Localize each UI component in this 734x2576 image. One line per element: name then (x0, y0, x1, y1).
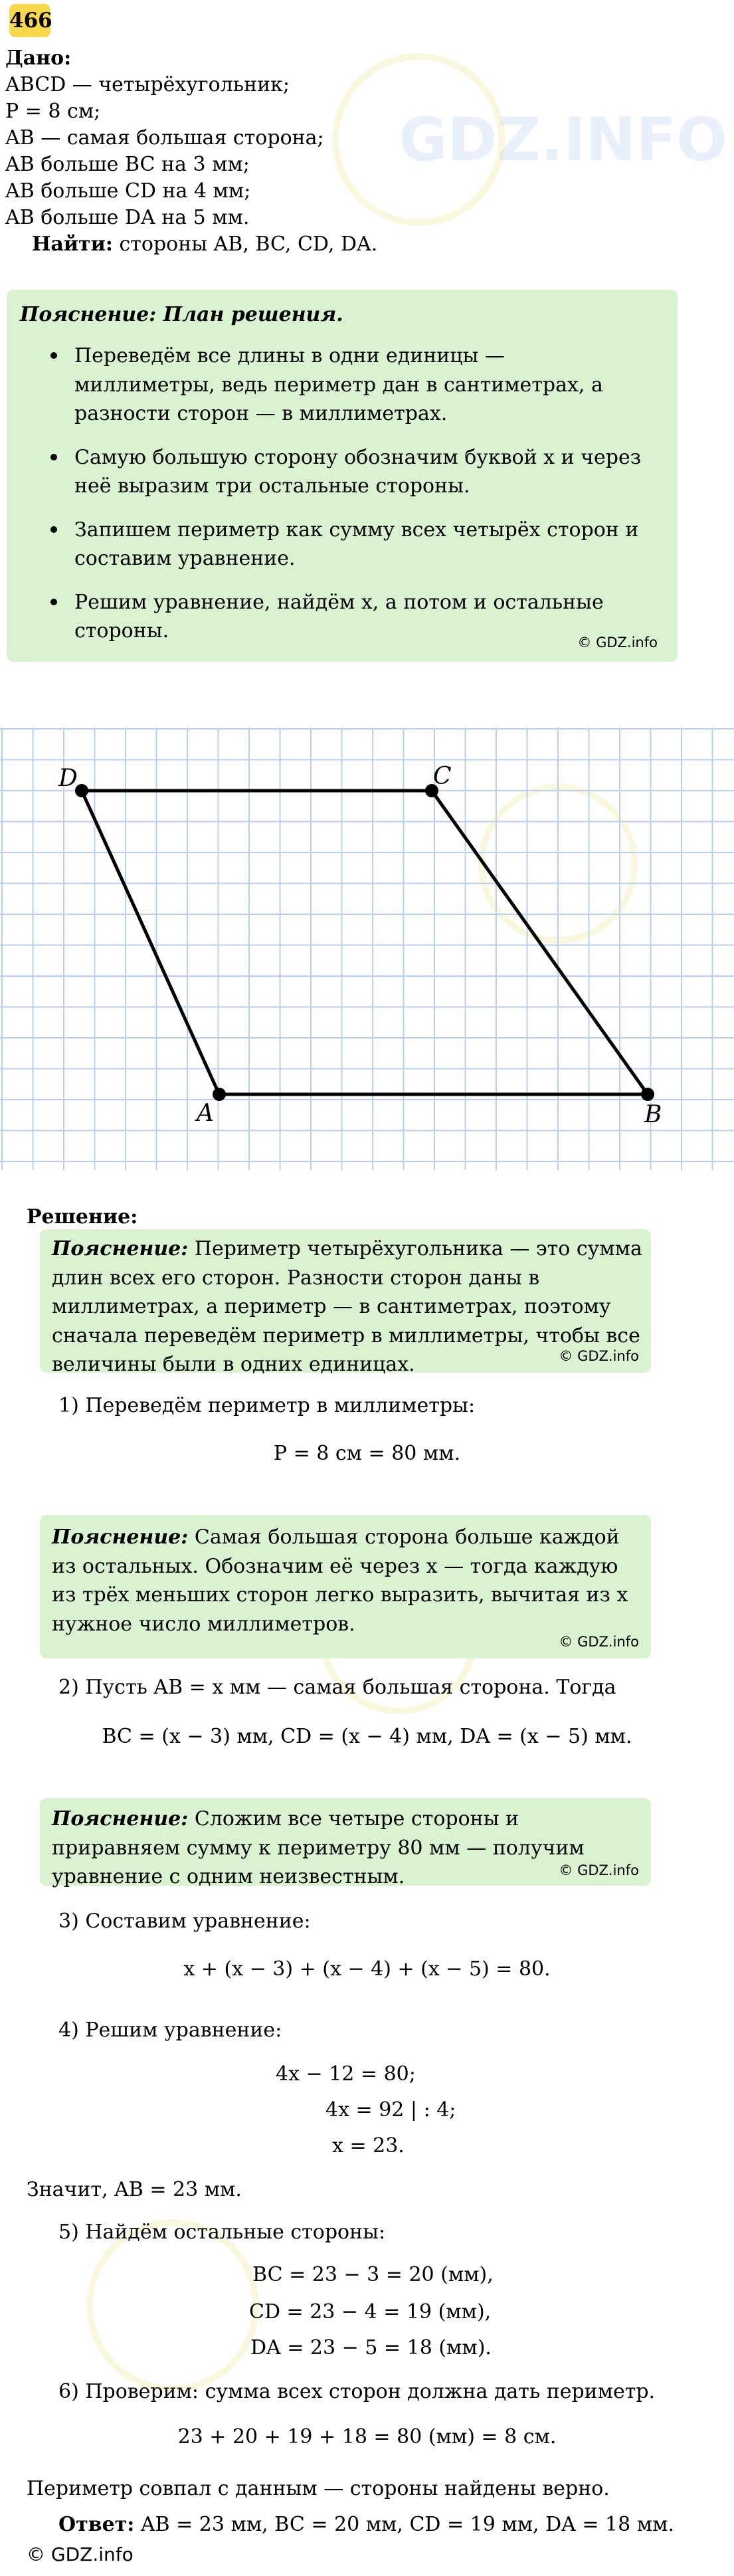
given-line: ABCD — четырёхугольник; (5, 73, 290, 96)
find-label: Найти: (32, 233, 113, 256)
step-3-formula: x + (x − 3) + (x − 4) + (x − 5) = 80. (183, 1957, 551, 1981)
solution-note-3 (40, 1798, 651, 1886)
plan-copyright: © GDZ.info (577, 634, 658, 650)
problem-number-badge: 466 (9, 4, 50, 37)
vertex-b-point (641, 1088, 654, 1101)
given-line: AB — самая большая сторона; (5, 126, 324, 149)
figure-svg (0, 728, 734, 1170)
solution-note-1 (40, 1229, 651, 1376)
vertex-b-label: B (644, 1101, 662, 1128)
note-text: Периметр четырёхугольника — это сумма длин всех его сторон. Разности сторон даны в миллиметрах, а периметр — в сантиметрах, поэтому сначала переведём периметр в миллиметры, чтобы все величины были в одних единицах. (52, 1237, 642, 1376)
conclusion: Значит, AB = 23 мм. (27, 2178, 242, 2201)
given-title: Дано: (5, 47, 72, 70)
note-lead: Пояснение: (52, 1526, 189, 1549)
plan-item: Запишем периметр как сумму всех четырёх сторон и составим уравнение. (33, 516, 651, 573)
step-5: 5) Найдём остальные стороны: (58, 2221, 386, 2244)
check-result: Периметр совпал с данным — стороны найдены верно. (27, 2477, 610, 2500)
step-5-line: CD = 23 − 4 = 19 (мм), (249, 2300, 492, 2324)
solution-note-2 (40, 1515, 651, 1658)
note-text: Самая большая сторона больше каждой из остальных. Обозначим её через x — тогда каждую из трёх меньших сторон легко выразить, вычитая из x нужное число миллиметров. (52, 1526, 628, 1636)
step-5-line: DA = 23 − 5 = 18 (мм). (250, 2336, 492, 2359)
plan-item: Решим уравнение, найдём x, а потом и остальные стороны. (33, 588, 651, 646)
step-6-formula: 23 + 20 + 19 + 18 = 80 (мм) = 8 см. (177, 2425, 557, 2448)
given-line: AB больше CD на 4 мм; (5, 179, 251, 203)
note-text: Сложим все четыре стороны и приравняем сумму к периметру 80 мм — получим уравнение с одним неизвестным. (52, 1807, 585, 1888)
note-copyright: © GDZ.info (559, 1862, 639, 1878)
plan-list (33, 342, 651, 660)
grid-lines (0, 728, 734, 1170)
answer-label: Ответ: (58, 2513, 135, 2536)
step-4-line: 4x = 92 | : 4; (325, 2098, 456, 2122)
page-copyright: © GDZ.info (27, 2543, 134, 2565)
vertex-a-label: A (197, 1100, 214, 1127)
step-5-line: BC = 23 − 3 = 20 (мм), (252, 2263, 494, 2286)
note-copyright: © GDZ.info (559, 1633, 639, 1650)
note-lead: Пояснение: (52, 1807, 189, 1831)
step-3: 3) Составим уравнение: (58, 1910, 311, 1933)
plan-note (7, 290, 678, 662)
quadrilateral-abcd (82, 791, 648, 1094)
step-1-formula: P = 8 см = 80 мм. (273, 1442, 461, 1465)
step-4: 4) Решим уравнение: (58, 2019, 282, 2042)
solution-title: Решение: (27, 1205, 138, 1229)
step-4-line: 4x − 12 = 80; (276, 2062, 416, 2086)
vertex-d-label: D (58, 765, 78, 792)
given-line: AB больше BC на 3 мм; (5, 153, 250, 176)
plan-item: Самую большую сторону обозначим буквой x и через неё выразим три остальные стороны. (33, 443, 651, 501)
step-1: 1) Переведём периметр в миллиметры: (58, 1394, 476, 1417)
answer-text: AB = 23 мм, BC = 20 мм, CD = 19 мм, DA = 18 мм. (140, 2513, 674, 2536)
given-block (5, 45, 404, 258)
step-6: 6) Проверим: сумма всех сторон должна дать периметр. (58, 2380, 656, 2403)
plan-title: Пояснение: План решения. (20, 303, 343, 326)
step-2-formula: BC = (x − 3) мм, CD = (x − 4) мм, DA = (x − 5) мм. (102, 1725, 632, 1748)
given-line: AB больше DA на 5 мм. (5, 206, 250, 229)
given-line: P = 8 см; (5, 100, 101, 123)
vertex-c-label: C (433, 763, 452, 790)
note-copyright: © GDZ.info (559, 1347, 639, 1364)
quadrilateral-figure (0, 728, 734, 1170)
note-lead: Пояснение: (52, 1237, 189, 1260)
vertex-a-point (213, 1088, 226, 1101)
step-2: 2) Пусть AB = x мм — самая большая сторона. Тогда (58, 1676, 616, 1699)
watermark-logo-text: GDZ.INFO (399, 105, 727, 175)
step-4-line: x = 23. (332, 2134, 405, 2157)
plan-item: Переведём все длины в одни единицы — миллиметры, ведь периметр дан в сантиметрах, а разности сторон — в миллиметрах. (33, 342, 651, 429)
find-text: стороны AB, BC, CD, DA. (119, 233, 378, 256)
